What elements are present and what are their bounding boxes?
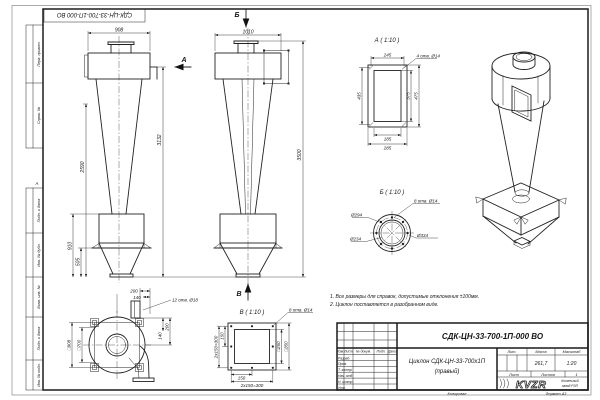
sheets-value: 1 <box>575 373 578 377</box>
margin-label-podp-data-1: Подп. и дата <box>37 198 41 223</box>
view-arrow-v: В <box>236 291 242 298</box>
row-nkontr: Н. контр. <box>338 379 354 384</box>
detail-a-title: А ( 1:10 ) <box>374 38 400 44</box>
company-logo-text: KVZR <box>515 379 547 392</box>
col-list: Лист <box>344 349 353 354</box>
dim-v150-bottom: 150 <box>237 375 246 381</box>
front-view-right <box>214 9 306 300</box>
front-view-left <box>68 28 307 284</box>
dim-375: 375 <box>405 92 411 100</box>
margin-label-sprav: Справ. № <box>37 106 41 125</box>
part-name-line1: Циклон СДК-ЦН-33-700х1П <box>408 359 486 365</box>
format-label: Формат А3 <box>545 391 567 396</box>
lit-label: Лит. <box>507 350 517 354</box>
dim-v300-bottom: 2х150=300 <box>240 382 264 388</box>
note-line-1: 1. Все размеры для справок, допустимые отклонения ±100мм. <box>330 294 480 300</box>
detail-b <box>349 190 440 255</box>
row-prov: Пров. <box>338 362 347 367</box>
margin-label-inv-podl: Инв. № подл. <box>37 363 41 387</box>
scale-label: Масштаб <box>562 350 581 354</box>
sheet-label: Лист <box>509 373 519 377</box>
dim-475: 475 <box>413 92 419 100</box>
margin-stamps <box>26 25 43 390</box>
view-arrow-b: Б <box>234 12 240 19</box>
dim-285: 285 <box>383 145 392 151</box>
dim-908: 908 <box>114 27 124 34</box>
dim-185: 185 <box>383 136 392 142</box>
row-utv: Утв. <box>338 385 346 390</box>
margin-label-perv-primen: Перв. примен. <box>37 41 41 67</box>
dim-v150-left: 150 <box>219 332 225 340</box>
title-block <box>337 323 588 391</box>
margin-label-vzam-inv: Взам. инв. № <box>37 285 41 309</box>
top-corner-stamp <box>44 9 145 22</box>
dim-3500: 3500 <box>297 149 303 161</box>
view-arrow-a: А <box>181 57 187 64</box>
mass-label: Масса <box>535 350 547 354</box>
dim-d294: Ø294 <box>351 212 363 218</box>
dim-3132: 3132 <box>157 134 163 146</box>
zone-mark: А <box>35 181 39 186</box>
doc-number: СДК-ЦН-33-700-1П-000 ВО <box>441 332 544 341</box>
dim-plan-140b: 140 <box>157 332 163 340</box>
dim-sq908: □908 <box>66 339 72 351</box>
top-stamp-number: СДК-ЦН-33-700-1П-000 ВО <box>56 11 133 17</box>
dim-910: 910 <box>67 241 74 251</box>
dim-d334: Ø334 <box>417 233 429 238</box>
dim-sq350: □350 <box>283 341 289 352</box>
scale-value: 1:20 <box>566 361 577 367</box>
isometric-view <box>476 52 566 249</box>
detail-b-holes: 8 отв. Ø14 <box>414 198 438 204</box>
dim-245: 245 <box>383 52 392 58</box>
detail-a-holes: 4 отв. Ø14 <box>416 53 440 59</box>
copy-label: Копировал <box>447 391 467 396</box>
company-name-line1: Котельный <box>561 379 579 383</box>
margin-label-inv-dubl: Инв. № дубл. <box>37 243 41 267</box>
row-tkontr: Т. контр. <box>338 368 353 373</box>
detail-v-holes: 8 отв. Ø14 <box>289 307 313 313</box>
sheets-label: Листов <box>541 373 555 377</box>
dim-sq250: □250 <box>276 341 281 352</box>
plan-view <box>67 288 199 382</box>
col-sign: Подп. <box>376 349 386 354</box>
dim-plan-200b: 200 <box>164 323 170 331</box>
detail-a <box>357 38 441 151</box>
detail-v-title: В ( 1:10 ) <box>239 310 265 316</box>
note-line-2: 2. Циклон поставляется в разобранном виде. <box>330 302 439 308</box>
dim-2590: 2590 <box>80 161 86 173</box>
dim-505: 505 <box>75 257 82 267</box>
col-doc: № докум. <box>356 349 371 354</box>
row-razrab: Разраб. <box>338 356 351 361</box>
margin-label-podp-data-2: Подп. и дата <box>37 326 41 351</box>
company-name-line2: завод РЭП <box>562 384 578 388</box>
part-name-line2: (правый) <box>434 369 460 375</box>
mass-value: 261,7 <box>534 361 548 367</box>
dim-plan-200: 200 <box>130 288 138 294</box>
detail-b-title: Б ( 1:10 ) <box>379 190 405 196</box>
detail-v <box>214 308 314 388</box>
dim-sq700: □700 <box>76 339 82 351</box>
dim-d234: Ø234 <box>350 236 362 242</box>
dim-1010: 1010 <box>242 29 254 36</box>
plan-holes-note: 12 отв. Ø18 <box>172 297 198 303</box>
technical-notes <box>329 294 479 308</box>
dim-v300-left: 2х150=300 <box>213 335 219 359</box>
dim-plan-140: 140 <box>133 294 141 300</box>
col-izm: Изм. <box>336 349 345 354</box>
row-nachotd: Нач. отд. <box>338 374 354 378</box>
dim-435: 435 <box>356 92 362 100</box>
col-date: Дата <box>388 349 397 354</box>
